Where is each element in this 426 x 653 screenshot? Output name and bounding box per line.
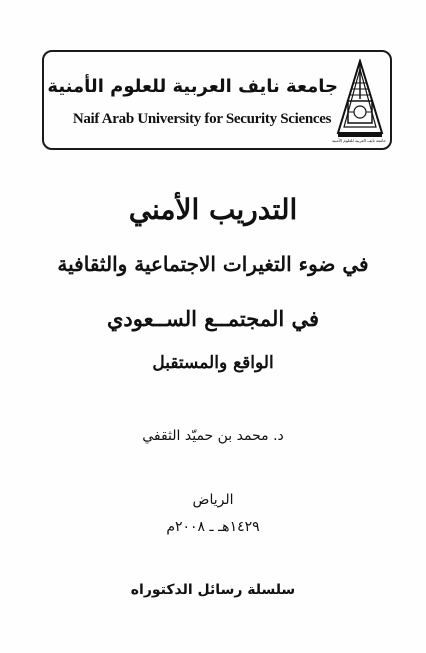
logo-caption: جامعة نايف العربية للعلوم الأمنية — [332, 138, 386, 143]
subtitle-line-2: في المجتمــع الســعودي — [106, 306, 320, 331]
university-name-english: Naif Arab University for Security Sciences — [72, 111, 332, 127]
university-name-arabic: جامعة نايف العربية للعلوم الأمنية — [47, 76, 338, 97]
publication-date: ١٤٢٩هـ ـ ٢٠٠٨م — [166, 519, 260, 535]
main-title: التدريب الأمني — [128, 193, 298, 226]
author-name: د. محمد بن حميّد الثقفي — [142, 428, 284, 444]
subtitle-line-3: الواقع والمستقبل — [152, 353, 274, 373]
university-logo-icon — [336, 59, 384, 143]
header-box — [42, 50, 392, 150]
publication-place: الرياض — [192, 492, 234, 508]
series-name: سلسلة رسائل الدكتوراه — [130, 582, 296, 598]
subtitle-line-1: في ضوء التغيرات الاجتماعية والثقافية — [57, 252, 369, 276]
